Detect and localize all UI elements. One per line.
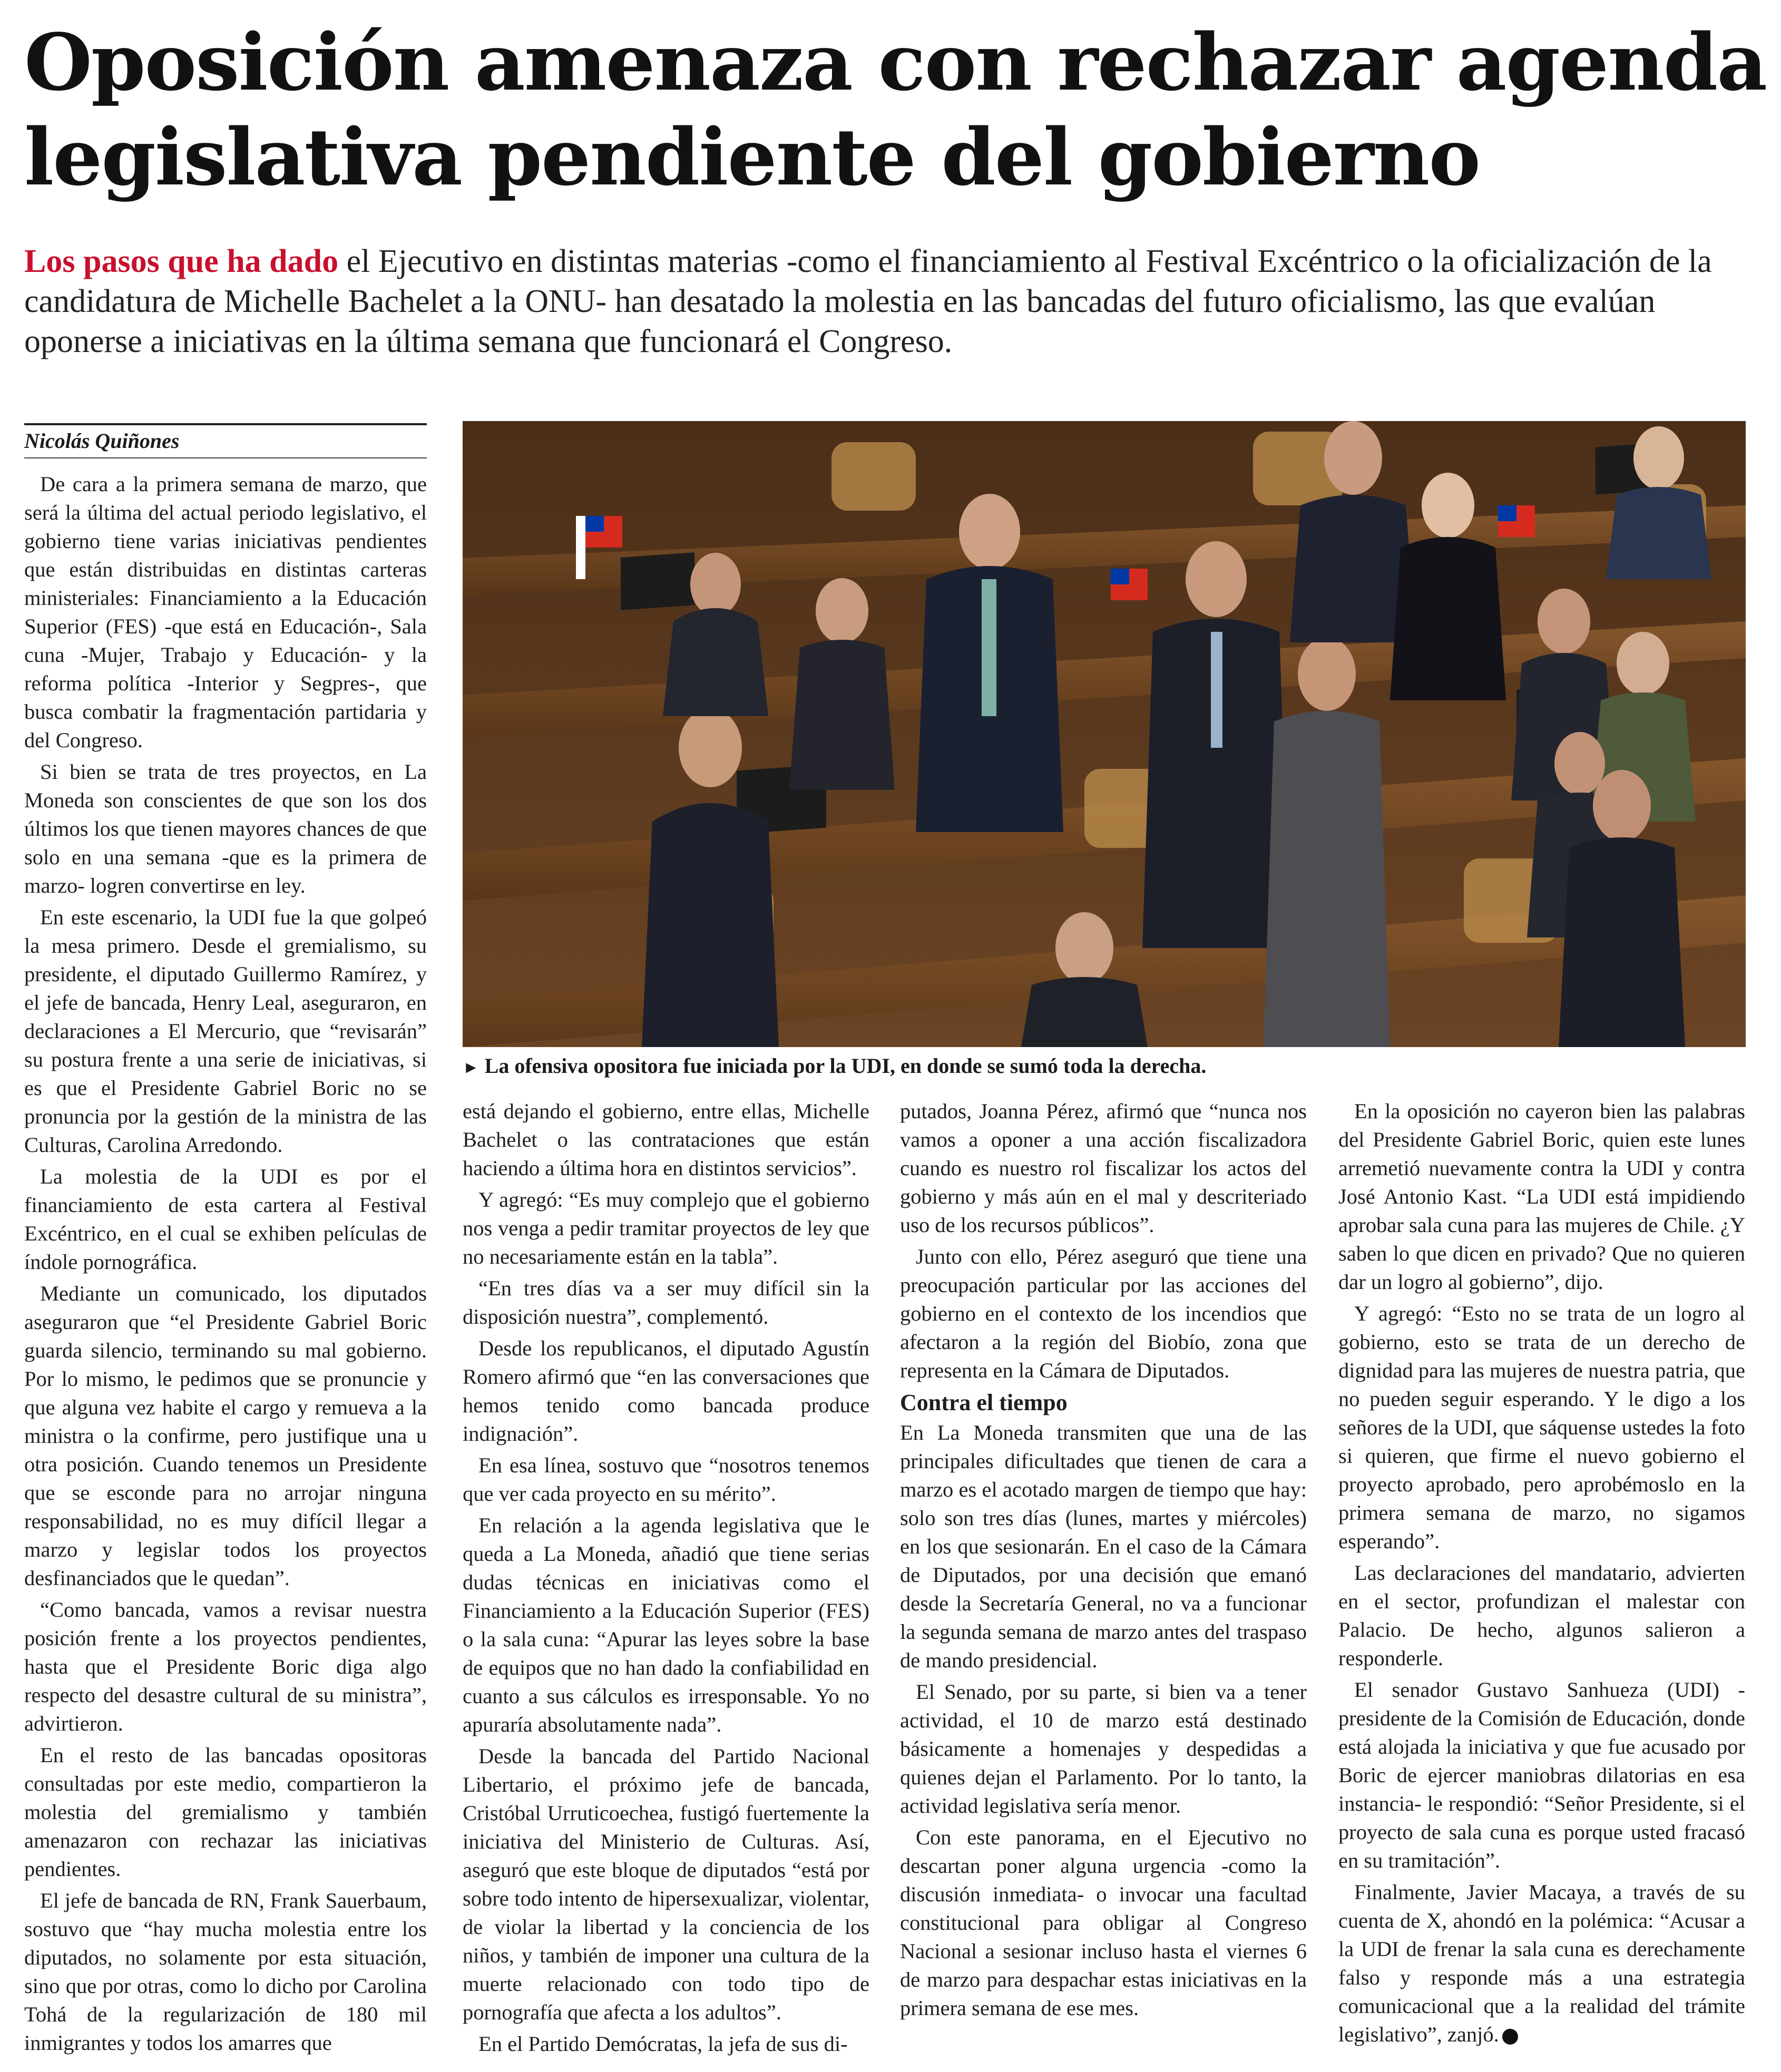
article-paragraph: Y agregó: “Es muy complejo que el gobierno nos venga a pedir tramitar proyectos de ley que no necesariamente están en la tabla”. (463, 1188, 869, 1268)
article-paragraph: Las declaraciones del mandatario, advierten en el sector, profundizan el malestar con Palacio. De hecho, algunos salieron a responderle. (1338, 1561, 1745, 1670)
lede (24, 241, 1758, 361)
headline (24, 15, 1767, 204)
article-column-1 (24, 470, 427, 2055)
article-paragraph: Si bien se trata de tres proyectos, en La Moneda son conscientes de que son los dos últimos los que tienen mayores chances de que solo en una semana -que es la primera de marzo- logren convertirse en ley. (24, 760, 427, 897)
article-column-4 (1338, 1097, 1745, 2046)
photo-caption-text: La ofensiva opositora fue iniciada por la UDI, en donde se sumó toda la derecha. (484, 1054, 1207, 1078)
article-paragraph: El senador Gustavo Sanhueza (UDI) -presidente de la Comisión de Educación, donde está alojada la iniciativa y que fue acusado por Boric de ejercer maniobras dilatorias en esa instancia- le respondió: “Señor Presidente, si el proyecto de sala cuna es porque usted fracasó en su tramitación”. (1338, 1678, 1745, 1872)
article-paragraph: Con este panorama, en el Ejecutivo no descartan poner alguna urgencia -como la discusión inmediata- o invocar una facultad constitucional para obligar al Congreso Nacional a sesionar incluso hasta el viernes 6 de marzo para despachar estas iniciativas en la primera semana de ese mes. (900, 1825, 1307, 2020)
lede-lead: Los pasos que ha dado (24, 243, 339, 279)
article-paragraph: Desde los republicanos, el diputado Agustín Romero afirmó que “en las conversaciones que hemos tenido como bancada produce indignación”. (463, 1336, 869, 1445)
article-paragraph: putados, Joanna Pérez, afirmó que “nunca nos vamos a oponer a una acción fiscalizadora cuando es nuestro rol fiscalizar los actos del gobierno y más aún en el mal y descriteriado uso de los recursos públicos”. (900, 1099, 1307, 1237)
parliament-photo-illustration (463, 421, 1746, 1047)
end-of-article-icon (1502, 2029, 1518, 2045)
article-paragraph: Desde la bancada del Partido Nacional Libertario, el próximo jefe de bancada, Cristóbal Urruticoechea, fustigó fuertemente la iniciativa del Ministerio de Culturas. Así, aseguró que este bloque de diputados “está por sobre todo intento de hipersexualizar, violentar, de violar la libertad y la conciencia de los niños, y también de imponer una cultura de la muerte relacionado con todo tipo de pornografía que afecta a los adultos”. (463, 1744, 869, 2024)
article-paragraph: De cara a la primera semana de marzo, que será la última del actual periodo legislativo, el gobierno tiene varias iniciativas pendientes que están distribuidas en distintas carteras ministeriales: Financiamiento a la Educación Superior (FES) -que está en Educación-, Sala cuna -Mujer, Trabajo y Educación- y la reforma política -Interior y Segpres-, que busca combatir la fragmentación partidaria y del Congreso. (24, 472, 427, 752)
photo-caption (463, 1053, 1746, 1080)
byline-rule-top (24, 423, 427, 425)
article-column-3 (900, 1097, 1307, 2040)
article-paragraph: “Como bancada, vamos a revisar nuestra posición frente a los proyectos pendientes, hasta que el Presidente Boric diga algo respecto del desastre cultural de su ministra”, advirtieron. (24, 1598, 427, 1735)
article-paragraph: En La Moneda transmiten que una de las principales dificultades que tienen de cara a marzo es el acotado margen de tiempo que hay: solo son tres días (lunes, martes y miércoles) en los que sesionarán. En el caso de la Cámara de Diputados, por una decisión que emanó desde la Secretaría General, no va a funcionar la segunda semana de marzo antes del traspaso de mando presidencial. (900, 1421, 1307, 1672)
article-paragraph: Mediante un comunicado, los diputados aseguraron que “el Presidente Gabriel Boric guarda silencio, terminando su mal gobierno. Por lo mismo, le pedimos que se pronuncie y que alguna vez habite el cargo y remueva a la ministra o la confirme, pero justifique una u otra posición. Cuando tenemos un Presidente que se esconde para no arrojar ninguna responsabilidad, no es muy difícil llegar a marzo y legislar todos los proyectos desfinanciados que le quedan”. (24, 1282, 427, 1590)
article-paragraph: En el resto de las bancadas opositoras consultadas por este medio, compartieron la molestia del gremialismo y también amenazaron con rechazar las iniciativas pendientes. (24, 1743, 427, 1881)
lede-text: el Ejecutivo en distintas materias -como el financiamiento al Festival Excéntrico o la oficialización de la candidatura de Michelle Bachelet a la ONU- han desatado la molestia en las bancadas del futuro oficialismo, las que evalúan oponerse a iniciativas en la última semana que funcionará el Congreso. (24, 243, 1712, 359)
parliament-photo (463, 421, 1746, 1047)
article-paragraph: El jefe de bancada de RN, Frank Sauerbaum, sostuvo que “hay mucha molestia entre los diputados, no solamente por esta situación, sino que por otras, como lo dicho por Carolina Tohá de la regularización de 180 mil inmigrantes y todos los amarres que (24, 1889, 427, 2055)
article-paragraph: El Senado, por su parte, si bien va a tener actividad, el 10 de marzo está destinado básicamente a homenajes y despedidas a quienes dejan el Parlamento. Por lo tanto, la actividad legislativa sería menor. (900, 1680, 1307, 1817)
article-column-2 (463, 1097, 869, 2056)
article-paragraph: Y agregó: “Esto no se trata de un logro al gobierno, esto se trata de un derecho de dignidad para las mujeres de nuestra patria, que no pueden seguir esperando. Y le digo a los señores de la UDI, que sáquense ustedes la foto si quieren, que firme el nuevo gobierno el proyecto aprobado, pero aprobémoslo en la primera semana de marzo, no sigamos esperando”. (1338, 1302, 1745, 1553)
caption-marker-icon: ► (463, 1058, 480, 1077)
article-paragraph: Junto con ello, Pérez aseguró que tiene una preocupación particular por las acciones del gobierno en el contexto de los incendios que afectaron a la región del Biobío, zona que representa en la Cámara de Diputados. (900, 1245, 1307, 1382)
article-paragraph: “En tres días va a ser muy difícil sin la disposición nuestra”, complementó. (463, 1276, 869, 1328)
article-paragraph: En el Partido Demócratas, la jefa de sus di- (478, 2032, 848, 2056)
article-paragraph: La molestia de la UDI es por el financiamiento de esta cartera al Festival Excéntrico, en el cual se exhiben películas de índole pornográfica. (24, 1165, 427, 1274)
article-paragraph: En relación a la agenda legislativa que le queda a La Moneda, añadió que tiene serias dudas técnicas en iniciativas como el Financiamiento a la Educación Superior (FES) o la sala cuna: “Apurar las leyes sobre la base de equipos que no han dado la confiabilidad en cuanto a sus cálculos es irresponsable. Yo no apuraría absolutamente nada”. (463, 1513, 869, 1736)
article-paragraph: está dejando el gobierno, entre ellas, Michelle Bachelet o las contrataciones que están haciendo a última hora en distintos servicios”. (463, 1099, 869, 1180)
headline-line-1: Oposición amenaza con rechazar agenda (24, 16, 1767, 108)
byline: Nicolás Quiñones (24, 429, 180, 453)
byline-rule-bottom (24, 457, 427, 458)
headline-line-2: legislativa pendiente del gobierno (24, 111, 1480, 203)
article-paragraph: En este escenario, la UDI fue la que golpeó la mesa primero. Desde el gremialismo, su presidente, el diputado Guillermo Ramírez, y el jefe de bancada, Henry Leal, aseguraron, en declaraciones a El Mercurio, que “revisarán” su postura frente a una serie de iniciativas, si es que el Presidente Gabriel Boric no se pronuncia por la gestión de la ministra de las Culturas, Carolina Arredondo. (24, 905, 427, 1157)
article-paragraph: En la oposición no cayeron bien las palabras del Presidente Gabriel Boric, quien este lunes arremetió nuevamente contra la UDI y contra José Antonio Kast. “La UDI está impidiendo aprobar sala cuna para las mujeres de Chile. ¿Y saben lo que dicen en privado? Que no quieren dar un logro al gobierno”, dijo. (1338, 1099, 1745, 1294)
section-subhead: Contra el tiempo (900, 1390, 1068, 1415)
article-paragraph: En esa línea, sostuvo que “nosotros tenemos que ver cada proyecto en su mérito”. (463, 1453, 869, 1506)
article-paragraph: Finalmente, Javier Macaya, a través de su cuenta de X, ahondó en la polémica: “Acusar a la UDI de frenar la sala cuna es derechamente falso y responde más a una estrategia comunicacional que a la realidad del trámite legislativo”, zanjó. (1338, 1880, 1745, 2046)
